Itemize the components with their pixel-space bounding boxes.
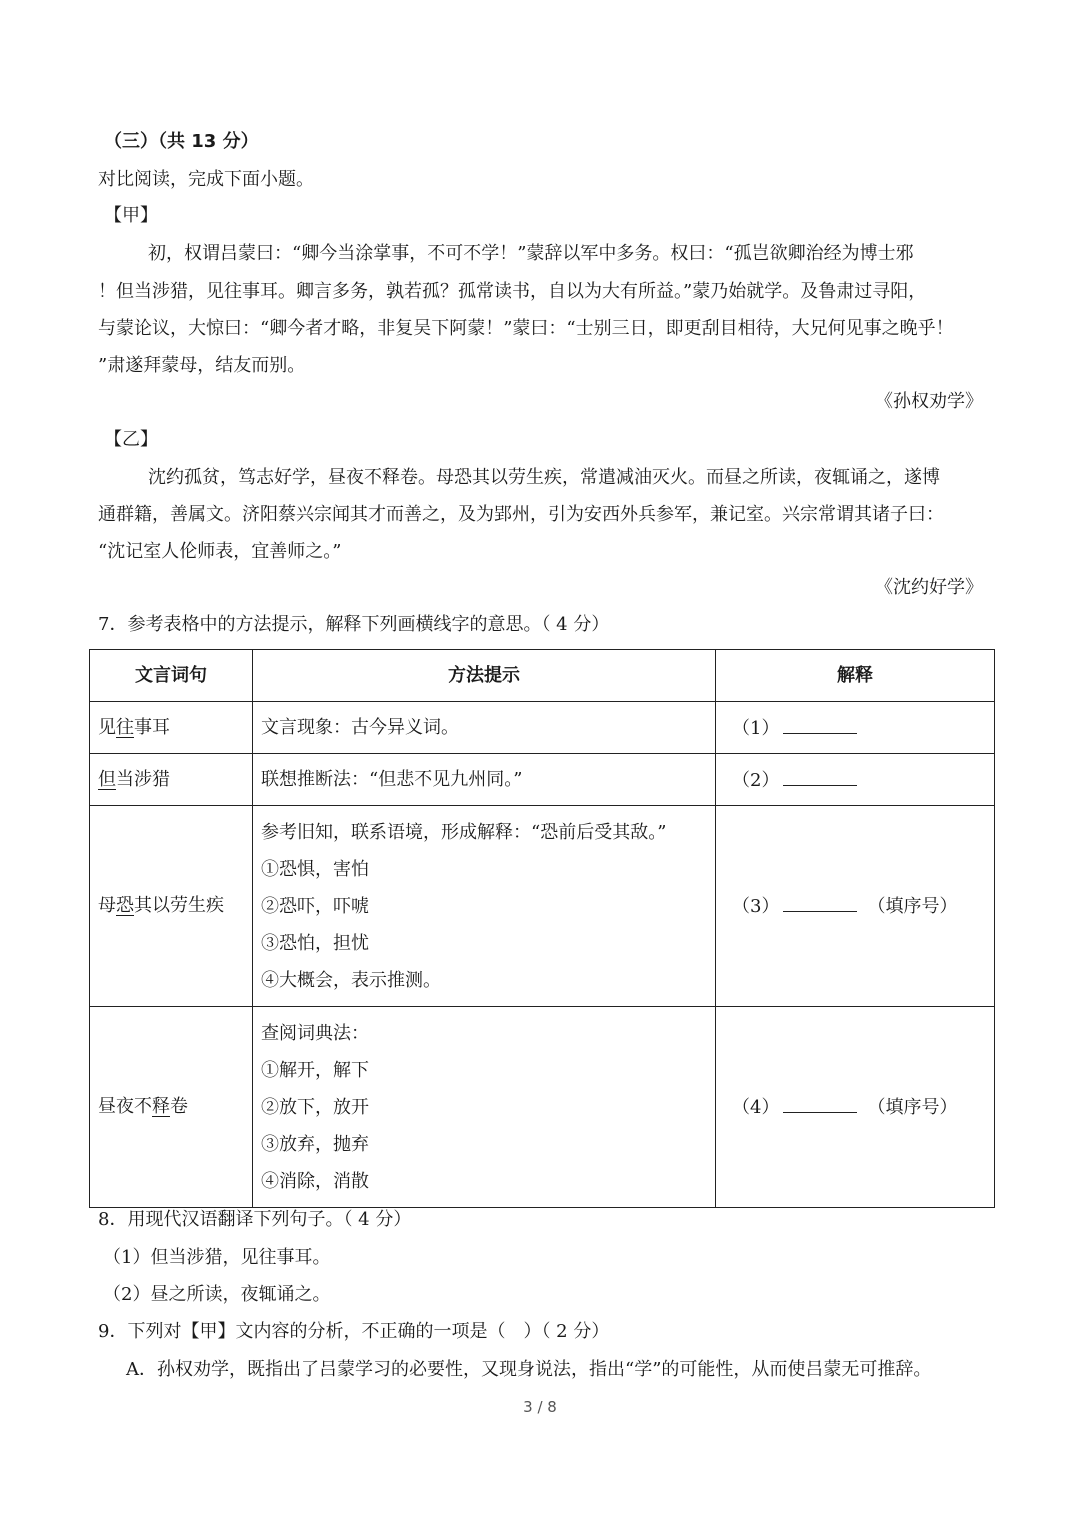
- hint-line: ②放下，放开: [261, 1096, 369, 1118]
- hint-line: ①解开，解下: [261, 1059, 369, 1081]
- header-method: 方法提示: [253, 650, 716, 702]
- answer-cell: （3） （填序号）: [716, 806, 995, 1007]
- table-row: [90, 1007, 995, 1208]
- answer-blank-4[interactable]: [783, 1094, 857, 1113]
- passage-a-line: 与蒙论议，大惊曰：“卿今者才略，非复吴下阿蒙！”蒙曰：“士别三日，即更刮目相待，大兄何见事之晚乎！: [98, 318, 954, 339]
- passage-b-line: “沈记室人伦师表，宜善师之。”: [98, 541, 342, 562]
- passage-b-line: 通群籍，善属文。济阳蔡兴宗闻其才而善之，及为郢州，引为安西外兵参军，兼记室。兴宗常谓其诸子曰：: [98, 504, 944, 525]
- answer-blank-1[interactable]: [783, 715, 857, 734]
- hint-line: ③恐怕，担忧: [261, 932, 369, 954]
- hint-line: ④消除，消散: [261, 1170, 369, 1192]
- phrase-cell: 昼夜不释卷: [90, 1007, 253, 1208]
- hint-line: ④大概会，表示推测。: [261, 969, 441, 991]
- answer-cell: （4） （填序号）: [716, 1007, 995, 1208]
- q9-prompt: 9．下列对【甲】文内容的分析，不正确的一项是（ ）（ 2 分）: [98, 1321, 610, 1342]
- table-header-row: [90, 650, 995, 702]
- hint-cell: [253, 806, 716, 1007]
- hint-line: ①恐惧，害怕: [261, 858, 369, 880]
- q8-prompt: 8．用现代汉语翻译下列句子。（ 4 分）: [98, 1209, 412, 1230]
- passage-b-source: 《沈约好学》: [875, 577, 983, 598]
- q9-option-a: A．孙权劝学，既指出了吕蒙学习的必要性，又现身说法，指出“学”的可能性，从而使吕蒙无可推辞。: [126, 1359, 932, 1380]
- passage-b-label: 【乙】: [104, 429, 158, 450]
- table-row: [90, 702, 995, 754]
- section-title: （三）（共 13 分）: [104, 131, 259, 152]
- passage-a-line: ”肃遂拜蒙母，结友而别。: [98, 355, 306, 376]
- table-row: [90, 754, 995, 806]
- header-phrase: 文言词句: [90, 650, 253, 702]
- hint-line: 查阅词典法：: [261, 1022, 369, 1044]
- instruction: 对比阅读，完成下面小题。: [98, 169, 314, 190]
- header-answer: 解释: [716, 650, 995, 702]
- q7-table: [89, 649, 995, 1208]
- page-number: 3 / 8: [523, 1398, 557, 1416]
- answer-cell: （2）: [716, 754, 995, 806]
- phrase-cell: 见往事耳: [90, 702, 253, 754]
- hint-cell: 文言现象：古今异义词。: [253, 702, 716, 754]
- passage-b-line: 沈约孤贫，笃志好学，昼夜不释卷。母恐其以劳生疾，常遣减油灭火。而昼之所读，夜辄诵之，遂博: [148, 467, 940, 488]
- q8-item: （1）但当涉猎，见往事耳。: [103, 1247, 331, 1268]
- table-row: [90, 806, 995, 1007]
- passage-a-line: 初，权谓吕蒙曰：“卿今当涂掌事，不可不学！”蒙辞以军中多务。权曰：“孤岂欲卿治经为博士邪: [148, 243, 914, 264]
- hint-cell: [253, 1007, 716, 1208]
- phrase-cell: 但当涉猎: [90, 754, 253, 806]
- phrase-cell: 母恐其以劳生疾: [90, 806, 253, 1007]
- passage-a-label: 【甲】: [104, 205, 158, 226]
- answer-blank-3[interactable]: [783, 893, 857, 912]
- q7-prompt: 7．参考表格中的方法提示，解释下列画横线字的意思。（ 4 分）: [98, 614, 610, 635]
- passage-a-line: ！但当涉猎，见往事耳。卿言多务，孰若孤？孤常读书，自以为大有所益。”蒙乃始就学。及鲁肃过寻阳，: [98, 281, 927, 302]
- q8-item: （2）昼之所读，夜辄诵之。: [103, 1284, 331, 1305]
- hint-line: 参考旧知，联系语境，形成解释：“恐前后受其敌。”: [261, 821, 667, 843]
- hint-line: ③放弃，抛弃: [261, 1133, 369, 1155]
- answer-blank-2[interactable]: [783, 767, 857, 786]
- passage-a-source: 《孙权劝学》: [875, 391, 983, 412]
- hint-cell: 联想推断法：“但悲不见九州同。”: [253, 754, 716, 806]
- answer-cell: （1）: [716, 702, 995, 754]
- hint-line: ②恐吓，吓唬: [261, 895, 369, 917]
